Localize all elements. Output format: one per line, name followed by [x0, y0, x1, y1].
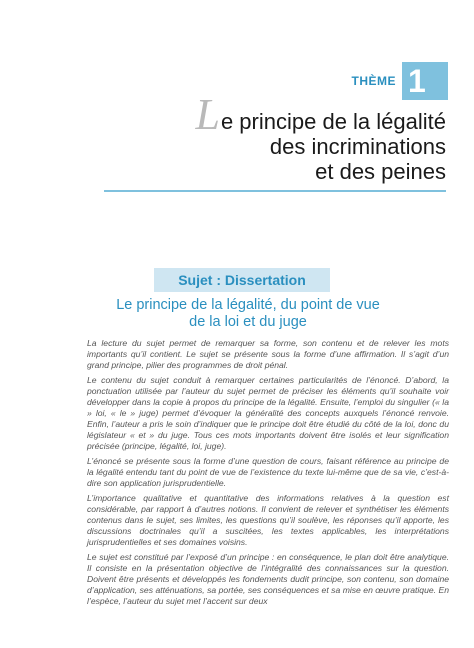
- chapter-title-initial: L: [195, 90, 220, 139]
- theme-header: [352, 62, 449, 100]
- paragraph-4: L’importance qualitative et quantitative des informations relatives à la question est considérable, par rapport à d’autres notions. Il convient de relever et synthétiser les éléments contenus dans le sujet, ses limites, les questions qu’il soulève, les réponses qu’il apporte, les discussions doctrinales qu’il a suscitées, les textes applicables, les interprétations jurisprudentielles et ses domaines voisins.: [87, 493, 449, 547]
- sujet-title-line-1: Le principe de la légalité, du point de vue: [116, 297, 380, 313]
- theme-label: THÈME: [351, 74, 396, 88]
- sujet-title: [60, 297, 436, 331]
- paragraph-2: Le contenu du sujet conduit à remarquer certaines particularités de l’énoncé. D’abord, la ponctuation utilisée par l’auteur du sujet permet de préciser les éléments qu’il souhaite voir développer dans la copie à propos du principe de la légalité. Ensuite, l’emploi du singulier (« la » loi, « le » juge) permet d’évoquer la généralité des concepts auxquels l’énoncé renvoie. Enfin, l’auteur a pris le soin d’indiquer que le principe doit être étudié du côté de la loi, donc du législateur « et » du juge. Tous ces mots importants doivent être isolés et leur signification précisée (principe, légalité, loi, juge).: [87, 375, 449, 451]
- paragraph-1: La lecture du sujet permet de remarquer sa forme, son contenu et de relever les mots importants qu’il contient. Le sujet se présente sous la forme d’une affirmation. Il s’agit d’un grand principe, pilier des programmes de droit pénal.: [87, 338, 449, 370]
- title-divider: [104, 190, 446, 192]
- theme-number-badge: 1: [402, 62, 448, 100]
- chapter-title-line-3: et des peines: [315, 159, 446, 184]
- paragraph-5: Le sujet est constitué par l’exposé d’un principe : en conséquence, le plan doit être analytique. Il consiste en la présentation objective de l’intégralité des connaissances sur la question. Doivent être présents et développés les fondements dudit principe, son contenu, son domaine d’application, ses atténuations, sa portée, ses conséquences et sa mise en œuvre pratique. En l’espèce, l’auteur du sujet met l’accent sur deux: [87, 552, 449, 606]
- sujet-label: Sujet : Dissertation: [154, 268, 330, 292]
- chapter-title-line-1: [195, 90, 446, 139]
- chapter-title-line-1-rest: e principe de la légalité: [220, 109, 446, 134]
- paragraph-3: L’énoncé se présente sous la forme d’une question de cours, faisant référence au principe de la légalité entendu tant du point de vue de l’existence du texte lui-même que de sa vie, c’est-à-dire son application jurisprudentielle.: [87, 456, 449, 488]
- sujet-title-line-2: de la loi et du juge: [189, 314, 307, 330]
- chapter-title-line-2: des incriminations: [269, 134, 446, 159]
- chapter-title: [195, 90, 446, 184]
- body-text: [87, 338, 449, 611]
